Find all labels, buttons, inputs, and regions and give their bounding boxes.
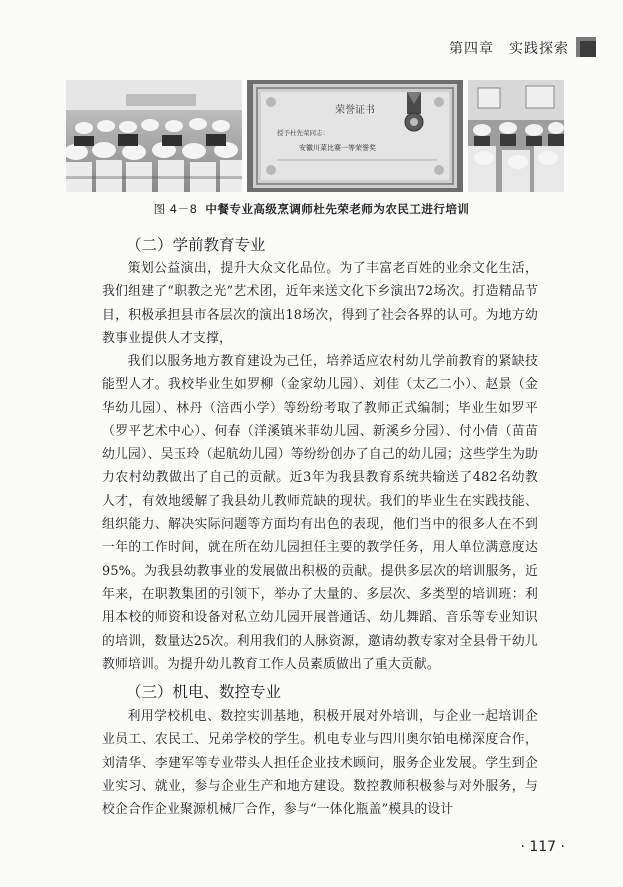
body-paragraph: 策划公益演出，提升大众文化品位。为了丰富老百姓的业余文化生活，我们组建了“职教之光”艺术团，近年来送文化下乡演出72场次。打造精品节目，积极承担县市各层次的演出18场次，得到了社会各界的认可。为地方幼教事业提供人才支撑，: [102, 261, 538, 346]
certificate-award: 安徽川菜比赛一等荣誉奖: [299, 144, 376, 152]
trainees-photo: [468, 80, 564, 192]
honor-certificate-photo: [247, 80, 463, 192]
chapter-title: 第四章 实践探索: [449, 41, 569, 57]
certificate-title: 荣誉证书: [335, 105, 375, 116]
training-classroom-photo: [66, 80, 242, 192]
certificate-recipient: 授予杜先荣同志：: [277, 129, 329, 137]
section-heading: （三）机电、数控专业: [126, 683, 282, 701]
figure-photo-strip: [66, 80, 564, 192]
body-paragraph: 我们以服务地方教育建设为己任，培养适应农村幼儿学前教育的紧缺技能型人才。我校毕业生如罗柳（金家幼儿园）、刘佳（太乙二小）、赵景（金华幼儿园）、林丹（涪西小学）等纷纷考取了教师正式编制；毕业生如罗平（罗平艺术中心）、何春（洋溪镇米菲幼儿园、新溪乡分园）、付小倩（苗苗幼儿园）、吴玉玲（起航幼儿园）等纷纷创办了自己的幼儿园；这些学生为助力农村幼教做出了自己的贡献。近3年为我县教育系统共输送了482名幼教人才，有效地缓解了我县幼儿教师荒缺的现状。我们的毕业生在实践技能、组织能力、解决实际问题等方面均有出色的表现，他们当中的很多人在不到一年的工作时间，就在所在幼儿园担任主要的教学任务，用人单位满意度达95%。为我县幼教事业的发展做出积极的贡献。提供多层次的培训服务，近年来，在职教集团的引领下，举办了大量的、多层次、多类型的培训班：利用本校的师资和设备对私立幼儿园开展普通话、幼儿舞蹈、音乐等专业知识的培训，数量达25次。利用我们的人脉资源，邀请幼教专家对全县骨干幼儿教师培训。为提升幼儿教育工作人员素质做出了重大贡献。: [102, 354, 538, 672]
body-paragraph: 利用学校机电、数控实训基地，积极开展对外培训，与企业一起培训企业员工、农民工、兄弟学校的学生。机电专业与四川奥尔铂电梯深度合作，刘清华、李建军等专业带头人担任企业技术顾问，服务企业发展。学生到企业实习、就业，参与企业生产和地方建设。数控教师积极参与对外服务，与校企合作企业聚源机械厂合作，参与“一体化瓶盖”模具的设计: [102, 709, 538, 818]
chapter-tab-icon: [576, 37, 596, 57]
medal-icon: [405, 92, 423, 131]
figure-caption-text: 中餐专业高级烹调师杜先荣老师为农民工进行培训: [205, 202, 470, 216]
figure-caption: [0, 201, 623, 217]
section-heading: （二）学前教育专业: [126, 236, 266, 254]
figure-number: 图 4－8: [153, 202, 198, 216]
page-number: · 117 ·: [520, 839, 565, 855]
running-header: [0, 0, 623, 66]
